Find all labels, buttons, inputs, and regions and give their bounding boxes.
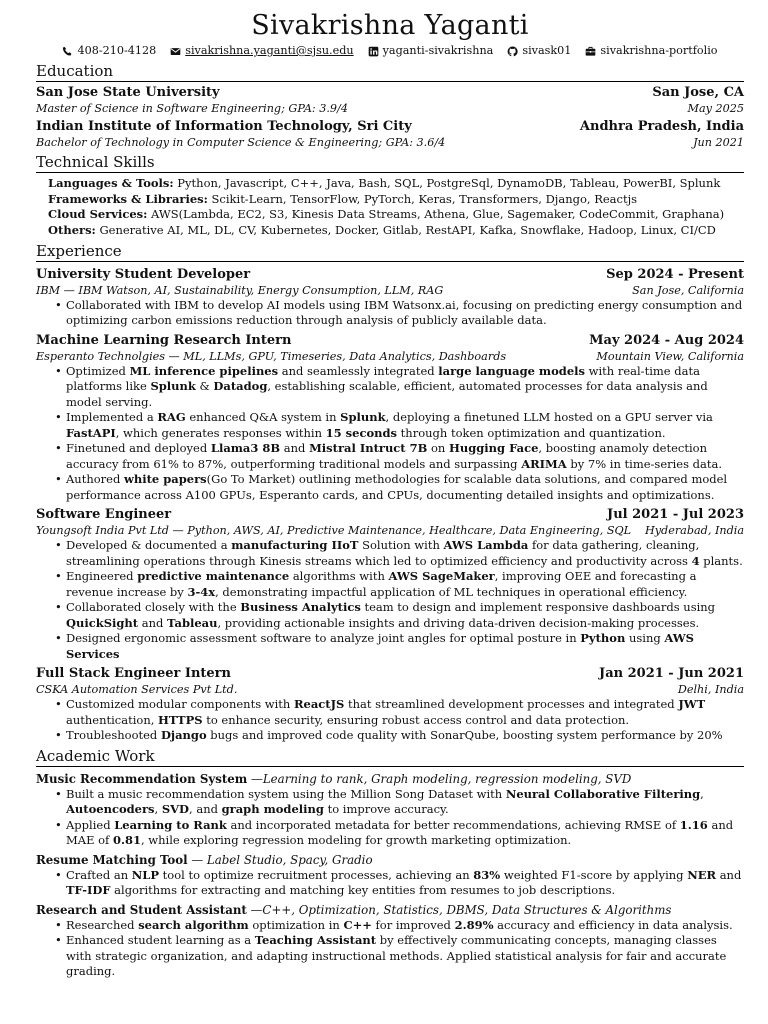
bold-term: Mistral Intruct 7B xyxy=(309,441,428,456)
bold-term: C++ xyxy=(343,917,372,932)
bullet-text: and xyxy=(280,441,310,456)
job-org: IBM — IBM Watson, AI, Sustainability, Energy Consumption, LLM, RAG xyxy=(36,283,444,297)
bullet-text: algorithms for extracting and matching key entities from resumes to job descriptions. xyxy=(110,883,616,898)
project-header xyxy=(36,852,744,868)
project-tech: — Label Studio, Spacy, Gradio xyxy=(187,852,373,867)
bullet-text: enhanced Q&A system in xyxy=(185,410,341,425)
skills-label: Frameworks & Libraries: xyxy=(48,191,208,206)
envelope-icon xyxy=(170,46,181,57)
contact-phone[interactable] xyxy=(62,43,156,59)
project-bullets xyxy=(36,918,744,980)
bullet-text: Engineered xyxy=(66,569,138,584)
bullet-text: , deploying a finetuned LLM hosted on a GPU server via xyxy=(385,410,713,425)
job-org: CSKA Automation Services Pvt Ltd. xyxy=(36,683,238,697)
github-icon xyxy=(507,46,518,57)
bullet-text: by 7% in time-series data. xyxy=(566,456,723,471)
bullet-text: and seamlessly integrated xyxy=(278,363,439,378)
github-text: sivask01 xyxy=(522,44,572,57)
bullet-text: , and xyxy=(189,802,222,817)
bullet-text: Designed ergonomic assessment software to analyze joint angles for optimal posture in xyxy=(66,631,581,646)
bullet-text: (Go To Market) outlining methodologies for scalable data solutions, and compared model performance across A100 GPUs, Esperanto cards, and CPUs, documenting detailed insights and optimizations. xyxy=(66,472,728,502)
bullet-text: , establishing scalable, efficient, automated processes for data analysis and model serving. xyxy=(66,379,708,409)
bold-term: 3-4x xyxy=(187,584,216,599)
bold-term: AWS SageMaker xyxy=(388,569,495,584)
bullet-item xyxy=(66,787,744,818)
job-title-row xyxy=(36,332,744,349)
bold-term: graph modeling xyxy=(221,802,324,817)
bullet-text: Crafted an xyxy=(66,867,132,882)
bullet-text: to enhance security, ensuring robust access control and data protection. xyxy=(202,712,630,727)
bold-term: SVD xyxy=(161,802,190,817)
skills-label: Cloud Services: xyxy=(48,207,148,222)
bullet-text: , xyxy=(154,802,162,817)
degree: Master of Science in Software Engineering; GPA: 3.9/4 xyxy=(36,102,348,115)
experience-heading: Experience xyxy=(36,242,744,262)
bullet-text: authentication, xyxy=(66,712,159,727)
bullet-text: and incorporated metadata for better recommendations, achieving RMSE of xyxy=(226,817,680,832)
bold-term: AWS Services xyxy=(66,631,694,661)
bold-term: Business Analytics xyxy=(240,600,361,615)
graduation-date: May 2025 xyxy=(687,102,744,115)
bullet-text: Implemented a xyxy=(66,410,158,425)
bold-term: TF-IDF xyxy=(66,883,111,898)
briefcase-icon xyxy=(585,46,596,57)
project-header xyxy=(36,771,744,787)
bullet-item xyxy=(66,868,744,899)
skills-label: Others: xyxy=(48,223,96,238)
job-org: Esperanto Technolgies — ML, LLMs, GPU, Timeseries, Data Analytics, Dashboards xyxy=(36,349,507,363)
skills-value: Generative AI, ML, DL, CV, Kubernetes, Docker, Gitlab, RestAPI, Kafka, Snowflake, Hadoop, Linux, CI/CD xyxy=(95,223,716,238)
phone-text: 408-210-4128 xyxy=(77,44,157,57)
bullet-text: and MAE of xyxy=(66,817,734,848)
education-degree-row xyxy=(36,135,744,150)
bold-term: manufacturing IIoT xyxy=(231,538,359,553)
job-dates: May 2024 - Aug 2024 xyxy=(589,332,744,348)
academic-heading: Academic Work xyxy=(36,747,744,767)
education-entry-row xyxy=(36,84,744,101)
bullet-item xyxy=(66,818,744,849)
job-dates: Jan 2021 - Jun 2021 xyxy=(599,666,744,682)
job-dates: Sep 2024 - Present xyxy=(606,266,744,282)
bullet-item xyxy=(66,298,744,329)
bullet-text: Solution with xyxy=(358,538,444,553)
linkedin-text: yaganti-sivakrishna xyxy=(382,44,494,57)
bullet-item xyxy=(66,538,744,569)
contact-bar xyxy=(36,43,744,59)
skills-value: Python, Javascript, C++, Java, Bash, SQL, PostgreSql, DynamoDB, Tableau, PowerBI, Splunk xyxy=(173,176,721,190)
skills-line xyxy=(48,207,744,223)
job-org-row xyxy=(36,349,744,364)
bold-term: AWS Lambda xyxy=(443,538,529,553)
bullet-text: to improve accuracy. xyxy=(323,802,449,817)
skills-value: Scikit-Learn, TensorFlow, PyTorch, Keras, Transformers, Django, Reactjs xyxy=(207,191,638,206)
degree: Bachelor of Technology in Computer Science & Engineering; GPA: 3.6/4 xyxy=(36,136,446,149)
job-bullets xyxy=(36,538,744,662)
bullet-text: and xyxy=(716,867,742,882)
bold-term: Learning to Rank xyxy=(114,817,227,832)
bullet-text: Optimized xyxy=(66,363,130,378)
bold-term: 15 seconds xyxy=(325,425,398,440)
education-heading: Education xyxy=(36,62,744,82)
job-location: Hyderabad, India xyxy=(644,524,744,538)
bold-term: NER xyxy=(687,867,717,882)
skills-heading: Technical Skills xyxy=(36,153,744,173)
bullet-text: , while exploring regression modeling for growth marketing optimization. xyxy=(140,833,572,848)
bullet-text: Customized modular components with xyxy=(66,697,294,712)
job-title: Software Engineer xyxy=(36,507,172,523)
school-location: San Jose, CA xyxy=(652,85,744,100)
bold-term: Django xyxy=(160,728,207,743)
bullet-text: Collaborated closely with the xyxy=(66,600,241,615)
job-bullets xyxy=(36,364,744,504)
bullet-item xyxy=(66,697,744,728)
skills-line xyxy=(48,223,744,239)
bold-term: Python xyxy=(580,631,626,646)
bullet-item xyxy=(66,569,744,600)
job-bullets xyxy=(36,298,744,329)
skills-value: AWS(Lambda, EC2, S3, Kinesis Data Streams, Athena, Glue, Sagemaker, CodeCommit, Graphana) xyxy=(147,207,725,222)
project-header xyxy=(36,902,744,918)
contact-portfolio[interactable] xyxy=(585,43,717,59)
education-entry-row xyxy=(36,118,744,135)
job-location: Delhi, India xyxy=(677,683,744,697)
email-link[interactable]: sivakrishna.yaganti@sjsu.edu xyxy=(185,44,354,57)
project-title: Research and Student Assistant xyxy=(36,902,247,917)
bullet-text: , improving OEE and forecasting a revenue increase by xyxy=(66,569,697,599)
bullet-text: Finetuned and deployed xyxy=(66,441,211,456)
bold-term: ML inference pipelines xyxy=(129,363,279,378)
bullet-text: Collaborated with IBM to develop AI models using IBM Watsonx.ai, focusing on predicting energy consumption and optimizing carbon emissions reduction through analysis of publicly available data. xyxy=(66,297,743,328)
bullet-text: team to design and implement responsive dashboards using xyxy=(360,600,716,615)
bold-term: 0.81 xyxy=(112,833,141,848)
job-org-row xyxy=(36,682,744,697)
bold-term: ARIMA xyxy=(521,456,567,471)
bullet-text: , xyxy=(700,786,704,801)
bullet-text: Researched xyxy=(66,917,139,932)
bold-term: Llama3 8B xyxy=(210,441,281,456)
bullet-item xyxy=(66,600,744,631)
school-name: Indian Institute of Information Technology, Sri City xyxy=(36,119,412,134)
education-section xyxy=(36,84,744,150)
project-tech: —Learning to rank, Graph modeling, regression modeling, SVD xyxy=(247,771,632,786)
project-title: Music Recommendation System xyxy=(36,771,248,786)
bold-term: JWT xyxy=(678,697,706,712)
job-title-row xyxy=(36,506,744,523)
bullet-text: optimization in xyxy=(248,917,344,932)
bullet-text: algorithms with xyxy=(289,569,389,584)
graduation-date: Jun 2021 xyxy=(693,136,744,149)
bullet-text: Authored xyxy=(66,472,124,487)
bold-term: Neural Collaborative Filtering xyxy=(505,786,701,801)
project-entry xyxy=(36,852,744,899)
bullet-item xyxy=(66,918,744,934)
bold-term: FastAPI xyxy=(66,425,116,440)
bold-term: 2.89% xyxy=(454,917,494,932)
bullet-item xyxy=(66,441,744,472)
bold-term: ReactJS xyxy=(293,697,345,712)
job-org-row xyxy=(36,523,744,538)
skills-section xyxy=(36,176,744,239)
bullet-text: Troubleshooted xyxy=(66,728,161,743)
job-title: Full Stack Engineer Intern xyxy=(36,666,231,682)
bullet-text: that streamlined development processes and integrated xyxy=(344,697,679,712)
job-location: Mountain View, California xyxy=(596,349,744,363)
project-entry xyxy=(36,902,744,980)
job-title-row xyxy=(36,266,744,283)
bullet-text: plants. xyxy=(699,553,743,568)
job-title: University Student Developer xyxy=(36,266,251,282)
job-title-row xyxy=(36,665,744,682)
bold-term: Hugging Face xyxy=(449,441,539,456)
bold-term: NLP xyxy=(131,867,160,882)
bold-term: search algorithm xyxy=(138,917,249,932)
job-entry xyxy=(36,332,744,504)
phone-icon xyxy=(62,46,73,57)
bullet-text: using xyxy=(625,631,665,646)
job-dates: Jul 2021 - Jul 2023 xyxy=(607,507,744,523)
bullet-text: with real-time data platforms like xyxy=(66,363,700,394)
bullet-text: & xyxy=(195,379,214,394)
bullet-text: through token optimization and quantization. xyxy=(397,425,666,440)
bold-term: predictive maintenance xyxy=(137,569,290,584)
bullet-text: Developed & documented a xyxy=(66,538,232,553)
linkedin-icon xyxy=(368,46,379,57)
job-entry xyxy=(36,266,744,329)
project-bullets xyxy=(36,787,744,849)
job-title: Machine Learning Research Intern xyxy=(36,332,292,348)
education-degree-row xyxy=(36,101,744,116)
project-title: Resume Matching Tool xyxy=(36,852,188,867)
bullet-text: Built a music recommendation system using the Million Song Dataset with xyxy=(66,786,506,801)
bullet-text: , providing actionable insights and driving data-driven decision-making processes. xyxy=(217,615,700,630)
bullet-item xyxy=(66,631,744,662)
bullet-text: and xyxy=(138,615,168,630)
bullet-item xyxy=(66,933,744,980)
bullet-text: accuracy and efficiency in data analysis. xyxy=(493,917,733,932)
bold-term: Splunk xyxy=(340,410,386,425)
bold-term: white papers xyxy=(123,472,207,487)
job-org-row xyxy=(36,283,744,298)
job-location: San Jose, California xyxy=(632,283,744,297)
bullet-text: by effectively communicating concepts, managing classes with strategic organization, and adapting instructional methods. Applied statistical analysis for fair and accurate grading. xyxy=(66,933,727,979)
job-entry xyxy=(36,665,744,744)
bold-term: Tableau xyxy=(167,615,218,630)
contact-github[interactable] xyxy=(507,43,571,59)
skills-label: Languages & Tools: xyxy=(48,176,174,190)
bold-term: large language models xyxy=(438,363,585,378)
bullet-text: tool to optimize recruitment processes, achieving an xyxy=(159,867,474,882)
bullet-text: Applied xyxy=(66,817,115,832)
school-name: San Jose State University xyxy=(36,85,220,100)
project-entry xyxy=(36,771,744,849)
bold-term: Datadog xyxy=(213,379,268,394)
bold-term: Teaching Assistant xyxy=(254,933,377,948)
bullet-text: , which generates responses within xyxy=(115,425,326,440)
candidate-name: Sivakrishna Yaganti xyxy=(251,10,529,41)
contact-linkedin[interactable] xyxy=(368,43,494,59)
bold-term: HTTPS xyxy=(158,712,203,727)
bold-term: 1.16 xyxy=(679,817,708,832)
bold-term: Autoencoders xyxy=(66,802,155,817)
bold-term: QuickSight xyxy=(66,615,139,630)
bullet-text: , demonstrating impactful application of ML techniques in operational efficiency. xyxy=(215,584,688,599)
school-location: Andhra Pradesh, India xyxy=(579,119,744,134)
skills-line xyxy=(48,192,744,208)
bullet-text: for improved xyxy=(371,917,455,932)
bold-term: 83% xyxy=(473,867,501,882)
bullet-text: on xyxy=(427,441,449,456)
bullet-item xyxy=(66,364,744,411)
bold-term: Splunk xyxy=(150,379,196,394)
job-org: Youngsoft India Pvt Ltd — Python, AWS, AI, Predictive Maintenance, Healthcare, Data Engineering, SQL xyxy=(36,524,632,538)
skills-line xyxy=(48,176,744,192)
bullet-text: for data gathering, cleaning, streamlining operations through Kinesis streams which led to optimized efficiency and productivity across xyxy=(66,538,700,568)
bullet-item xyxy=(66,472,744,503)
bullet-text: , boosting anamoly detection accuracy from 61% to 87%, outperforming traditional models and surpassing xyxy=(66,441,707,471)
bold-term: 4 xyxy=(691,553,700,568)
contact-email[interactable] xyxy=(170,43,353,59)
bullet-text: Enhanced student learning as a xyxy=(66,933,255,948)
bullet-item xyxy=(66,728,744,744)
bullet-text: bugs and improved code quality with SonarQube, boosting system performance by 20% xyxy=(206,728,723,743)
portfolio-text: sivakrishna-portfolio xyxy=(600,44,718,57)
bullet-item xyxy=(66,410,744,441)
job-entry xyxy=(36,506,744,662)
project-bullets xyxy=(36,868,744,899)
bullet-text: weighted F1-score by applying xyxy=(500,867,688,882)
bold-term: RAG xyxy=(157,410,186,425)
project-tech: —C++, Optimization, Statistics, DBMS, Data Structures & Algorithms xyxy=(246,902,672,917)
job-bullets xyxy=(36,697,744,744)
